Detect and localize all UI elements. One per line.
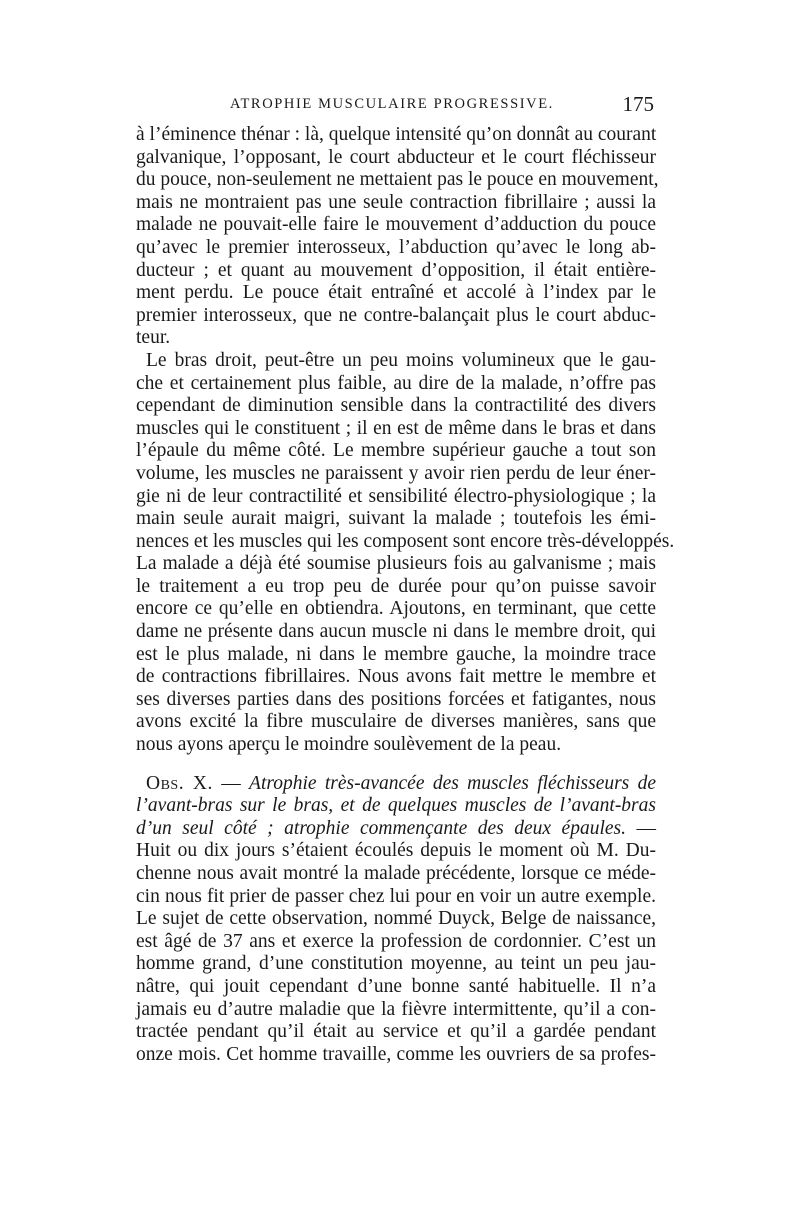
text-line: volume, les muscles ne paraissent y avoir rien perdu de leur éner- xyxy=(136,462,656,484)
text-line: La malade a déjà été soumise plusieurs fois au galvanisme ; mais xyxy=(136,553,656,575)
text-line: teur. xyxy=(136,327,171,349)
text-line: l’épaule du même côté. Le membre supérieur gauche a tout son xyxy=(136,440,656,462)
text-line: dame ne présente dans aucun muscle ni dans le membre droit, qui xyxy=(136,621,656,643)
page-number: 175 xyxy=(622,92,654,116)
paragraph-duyck xyxy=(136,840,656,1066)
text-line: nâtre, qui jouit cependant d’une bonne santé habituelle. Il n’a xyxy=(136,975,656,997)
text-line: galvanique, l’opposant, le court abducteur et le court fléchisseur xyxy=(136,146,656,168)
text-line: nous ayons aperçu le moindre soulèvement de la peau. xyxy=(136,734,562,756)
text-line: est le plus malade, ni dans le membre gauche, la moindre trace xyxy=(136,643,656,665)
paragraph-gap xyxy=(136,757,656,773)
text-line: Le bras droit, peut-être un peu moins volumineux que le gau- xyxy=(146,349,656,371)
text-line: ses diverses parties dans des positions forcées et fatigantes, nous xyxy=(136,688,656,710)
running-head xyxy=(136,92,656,120)
text-line: muscles qui le constituent ; il en est de même dans le bras et dans xyxy=(136,417,656,439)
text-line: cin nous fit prier de passer chez lui pour en voir un autre exemple. xyxy=(136,885,656,907)
observation-heading xyxy=(136,773,656,841)
text-line: encore ce qu’elle en obtiendra. Ajoutons, en terminant, que cette xyxy=(136,598,656,620)
text-line: tractée pendant qu’il était au service et qu’il a gardée pendant xyxy=(136,1021,656,1043)
text-line: est âgé de 37 ans et exerce la profession de cordonnier. C’est un xyxy=(136,930,656,952)
observation-dash: — xyxy=(212,772,250,794)
running-title: ATROPHIE MUSCULAIRE PROGRESSIVE. xyxy=(230,96,554,112)
observation-title-dash: — xyxy=(626,817,657,839)
text-line: du pouce, non-seulement ne mettaient pas le pouce en mouvement, xyxy=(136,169,659,191)
observation-title-line xyxy=(136,818,656,841)
text-line: le traitement a eu trop peu de durée pour qu’on puisse savoir xyxy=(136,575,656,597)
observation-title-line: l’avant-bras sur le bras, et de quelques muscles de l’avant-bras xyxy=(136,795,656,817)
paragraph-right-arm xyxy=(136,349,675,757)
text-line: che et certainement plus faible, au dire de la malade, n’offre pas xyxy=(136,372,656,394)
text-line: jamais eu d’autre maladie que la fièvre intermittente, qu’il a con- xyxy=(136,998,656,1020)
observation-title-part: d’un seul côté ; atrophie commençante des deux épaules. xyxy=(136,817,626,839)
text-line: ment perdu. Le pouce était entraîné et accolé à l’index par le xyxy=(136,282,656,304)
observation-title-line xyxy=(136,773,656,796)
text-line: premier interosseux, que ne contre-balançait plus le court abduc- xyxy=(136,304,656,326)
observation-title-part: Atrophie très-avancée des muscles fléchisseurs de xyxy=(249,772,657,794)
text-line: qu’avec le premier interosseux, l’abduction qu’avec le long ab- xyxy=(136,236,656,258)
text-line: ducteur ; et quant au mouvement d’opposition, il était entière- xyxy=(136,259,656,281)
text-line: mais ne montraient pas une seule contraction fibrillaire ; aussi la xyxy=(136,191,656,213)
paragraph-thenar xyxy=(136,124,659,350)
text-line: gie ni de leur contractilité et sensibilité électro-physiologique ; la xyxy=(136,485,656,507)
text-line: main seule aurait maigri, suivant la malade ; toutefois les émi- xyxy=(136,508,656,530)
text-line: onze mois. Cet homme travaille, comme les ouvriers de sa profes- xyxy=(136,1043,656,1065)
text-line: Le sujet de cette observation, nommé Duyck, Belge de naissance, xyxy=(136,908,656,930)
text-line: avons excité la fibre musculaire de diverses manières, sans que xyxy=(136,711,656,733)
observation-label: Obs. X. xyxy=(146,772,213,794)
text-line: cependant de diminution sensible dans la contractilité des divers xyxy=(136,395,656,417)
body-text xyxy=(136,124,675,1066)
text-line: homme grand, d’une constitution moyenne, au teint un peu jau- xyxy=(136,953,656,975)
text-line: chenne nous avait montré la malade précédente, lorsque ce méde- xyxy=(136,863,656,884)
text-line: Huit ou dix jours s’étaient écoulés depuis le moment où M. Du- xyxy=(136,840,656,862)
text-line: nences et les muscles qui les composent sont encore très-développés. xyxy=(136,530,675,552)
text-line: malade ne pouvait-elle faire le mouvement d’adduction du pouce xyxy=(136,214,656,236)
text-line: à l’éminence thénar : là, quelque intensité qu’on donnât au courant xyxy=(136,124,657,145)
text-line: de contractions fibrillaires. Nous avons fait mettre le membre et xyxy=(136,666,656,688)
